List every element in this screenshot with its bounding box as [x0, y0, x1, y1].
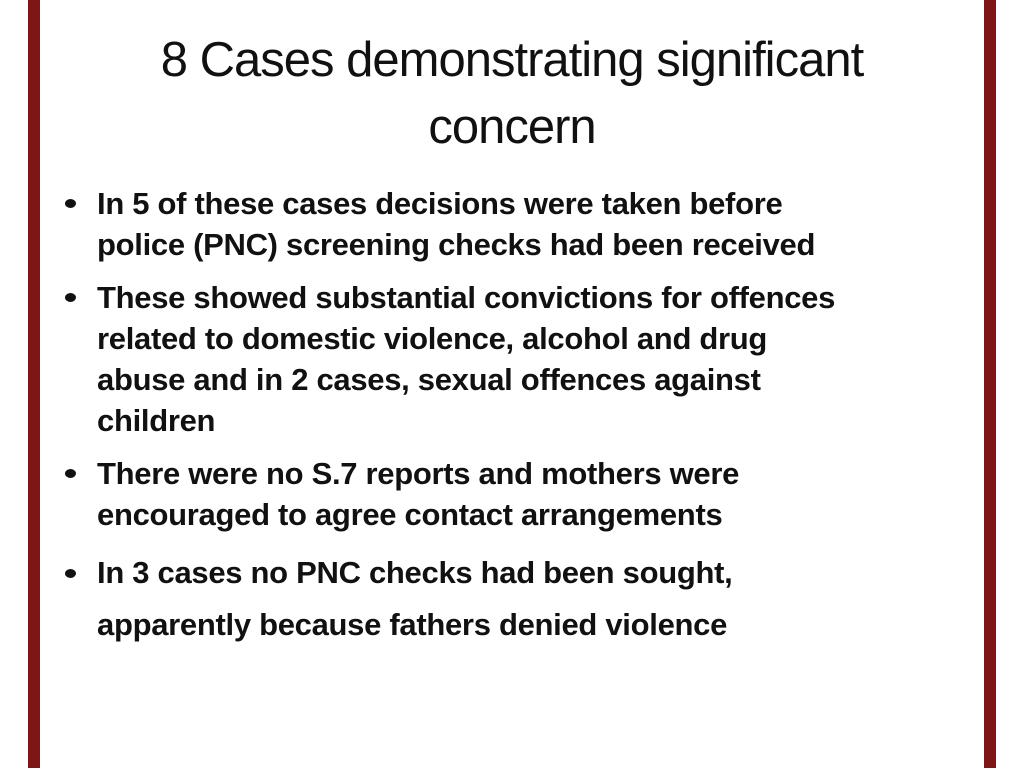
- bullet-icon: [65, 199, 76, 208]
- right-accent-bar: [984, 0, 996, 768]
- bullet-line: In 3 cases no PNC checks had been sought,: [97, 555, 733, 590]
- title-line-1: 8 Cases demonstrating significant: [160, 33, 864, 87]
- bullet-line: These showed substantial convictions for offences: [97, 280, 836, 315]
- bullet-line: police (PNC) screening checks had been received: [97, 227, 816, 262]
- bullet-item-4: [65, 547, 964, 651]
- bullet-line: children: [97, 403, 216, 438]
- bullet-icon: [65, 293, 76, 302]
- bullet-icon: [65, 469, 76, 478]
- bullet-item-3: [65, 453, 964, 535]
- bullet-line: encouraged to agree contact arrangements: [97, 497, 723, 532]
- bullet-item-2: [65, 277, 964, 441]
- bullet-icon: [65, 569, 76, 578]
- bullet-item-1: [65, 183, 964, 265]
- bullet-line: There were no S.7 reports and mothers were: [97, 456, 740, 491]
- bullet-line: abuse and in 2 cases, sexual offences against: [97, 362, 761, 397]
- bullet-line: In 5 of these cases decisions were taken before: [97, 186, 783, 221]
- title-line-2: concern: [428, 100, 596, 154]
- bullet-line: apparently because fathers denied violence: [97, 607, 728, 642]
- bullet-line: related to domestic violence, alcohol and drug: [97, 321, 768, 356]
- slide-title: [70, 27, 954, 161]
- bullet-list: [65, 183, 964, 663]
- left-accent-bar: [28, 0, 40, 768]
